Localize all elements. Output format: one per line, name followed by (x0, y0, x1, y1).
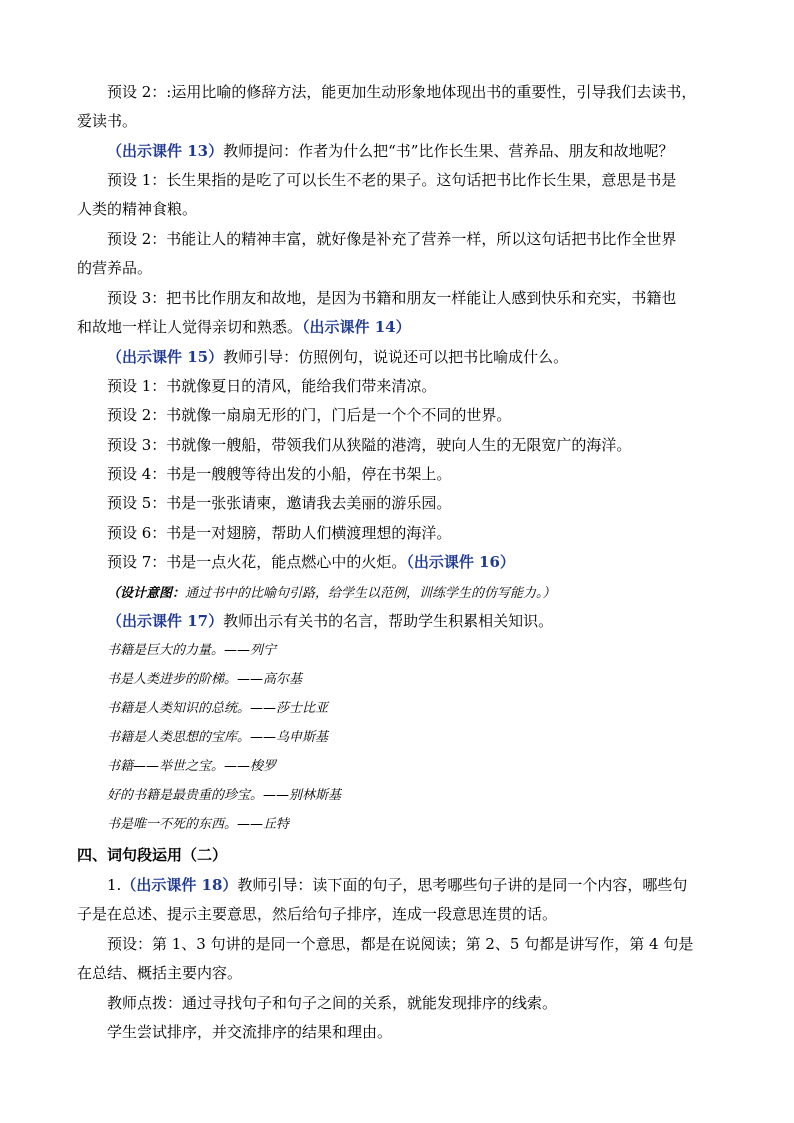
design-intent-label: （设计意图： (107, 586, 186, 601)
teacher-tip: 教师点拨：通过寻找句子和句子之间的关系，就能发现排序的线索。 (107, 994, 558, 1012)
simile-preset-7-text: 预设 7：书是一点火花，能点燃心中的火炬。 (107, 553, 407, 571)
quote-item: 书是人类进步的阶梯。——高尔基 (107, 672, 303, 687)
paragraph-preset-1-line1: 预设 1：长生果指的是吃了可以长生不老的果子。这句话把书比作长生果，意思是书是 (107, 171, 677, 189)
paragraph-preset-2-line1: 预设 2：:运用比喻的修辞方法，能更加生动形象地体现出书的重要性，引导我们去读书， (107, 83, 697, 101)
simile-preset-1: 预设 1：书就像夏日的清风，能给我们带来清凉。 (107, 377, 437, 395)
preset-3-text: 和故地一样让人觉得亲切和熟悉。 (77, 318, 303, 336)
paragraph-teacher-guide (77, 343, 719, 372)
design-intent-text: 通过书中的比喻句引路，给学生以范例，训练学生的仿写能力。） (185, 586, 556, 601)
quote-item: 书籍是人类知识的总统。——莎士比亚 (107, 701, 329, 716)
design-intent (77, 578, 719, 608)
teacher-question-text: 教师提问：作者为什么把“书”比作长生果、营养品、朋友和故地呢？ (223, 142, 674, 160)
simile-preset-4: 预设 4：书是一艘艘等待出发的小船，停在书架上。 (107, 465, 452, 483)
preset-answer-line1: 预设：第 1、3 句讲的是同一个意思，都是在说阅读；第 2、5 句都是讲写作，第 4 句是 (107, 935, 694, 953)
courseware-16-link[interactable]: （出示课件 16） (406, 553, 515, 571)
question-1-text: 教师引导：读下面的句子，思考哪些句子讲的是同一个内容，哪些句 (237, 876, 688, 894)
paragraph-preset-3-line1: 预设 3：把书比作朋友和故地，是因为书籍和朋友一样能让人感到快乐和充实，书籍也 (107, 289, 677, 307)
quote-item: 书是唯一不死的东西。——丘特 (107, 817, 290, 832)
simile-preset-7 (77, 548, 719, 577)
simile-preset-6: 预设 6：书是一对翅膀，帮助人们横渡理想的海洋。 (107, 524, 452, 542)
courseware-18-link[interactable]: （出示课件 18） (121, 876, 238, 894)
preset-answer-line2: 在总结、概括主要内容。 (77, 964, 243, 982)
teacher-guide-text: 教师引导：仿照例句，说说还可以把书比喻成什么。 (223, 348, 569, 366)
paragraph-preset-2b-line2: 的营养品。 (77, 259, 153, 277)
paragraph-preset-3-line2 (77, 313, 719, 342)
section-heading: 四、词句段运用（二） (77, 846, 228, 864)
paragraph-quotes-intro (77, 607, 719, 636)
question-1-number: 1. (107, 876, 122, 894)
paragraph-teacher-question (77, 137, 719, 166)
simile-preset-3: 预设 3：书就像一艘船，带领我们从狭隘的港湾，驶向人生的无限宽广的海洋。 (107, 436, 632, 454)
simile-preset-5: 预设 5：书是一张张请柬，邀请我去美丽的游乐园。 (107, 494, 452, 512)
paragraph-preset-2b-line1: 预设 2：书能让人的精神丰富，就好像是补充了营养一样，所以这句话把书比作全世界 (107, 230, 677, 248)
quote-item: 书籍是巨大的力量。——列宁 (107, 643, 277, 658)
quotes-intro-text: 教师出示有关书的名言，帮助学生积累相关知识。 (223, 612, 554, 630)
student-try: 学生尝试排序，并交流排序的结果和理由。 (107, 1023, 393, 1041)
quote-item: 书籍——举世之宝。——梭罗 (107, 759, 277, 774)
courseware-15-link[interactable]: （出示课件 15） (107, 348, 224, 366)
courseware-14-link[interactable]: （出示课件 14） (302, 318, 411, 336)
paragraph-preset-1-line2: 人类的精神食粮。 (77, 200, 198, 218)
quote-item: 好的书籍是最贵重的珍宝。——别林斯基 (107, 788, 342, 803)
courseware-17-link[interactable]: （出示课件 17） (107, 612, 224, 630)
simile-preset-2: 预设 2：书就像一扇扇无形的门，门后是一个个不同的世界。 (107, 406, 512, 424)
question-1-line1 (77, 871, 719, 900)
paragraph-preset-2-line2: 爱读书。 (77, 112, 138, 130)
quote-item: 书籍是人类思想的宝库。——乌申斯基 (107, 730, 329, 745)
courseware-13-link[interactable]: （出示课件 13） (107, 142, 224, 160)
question-1-line2: 子是在总述、提示主要意思，然后给句子排序，连成一段意思连贯的话。 (77, 905, 558, 923)
